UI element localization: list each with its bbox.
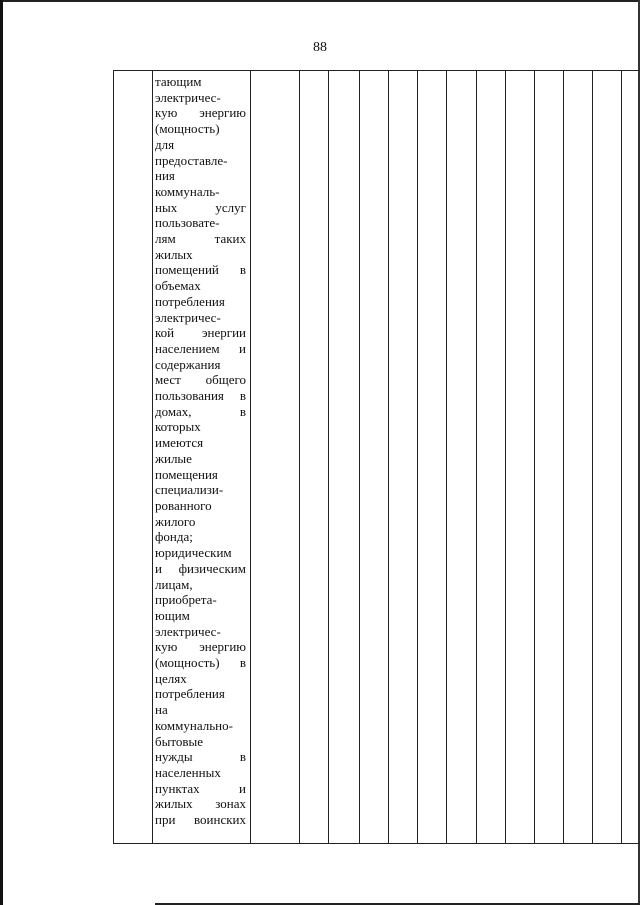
cell-text-line: жилые xyxy=(155,450,192,466)
cell-text-line: приобрета- xyxy=(155,592,217,608)
cell-text-line: которых xyxy=(155,419,201,435)
cell-text-line: и физическим xyxy=(155,560,246,576)
cell-text-line: мест общего xyxy=(155,372,246,388)
cell-text-line: для xyxy=(155,136,175,152)
cell-text-line: жилых зонах xyxy=(155,796,246,812)
cell-text-line: потребления xyxy=(155,686,225,702)
cell-text-line: предоставле- xyxy=(155,152,228,168)
cell-text-line: пунктах и xyxy=(155,780,246,796)
document-table xyxy=(113,70,640,844)
table-cell-empty xyxy=(564,71,593,844)
cell-text-line: содержания xyxy=(155,356,221,372)
cell-text-line: кую энергию xyxy=(155,639,246,655)
cell-text-line: потребления xyxy=(155,293,225,309)
cell-text-line: коммунально- xyxy=(155,717,233,733)
cell-text-line: электричес- xyxy=(155,623,221,639)
table-cell-empty xyxy=(506,71,535,844)
cell-text-line: специализи- xyxy=(155,482,224,498)
table-cell-empty xyxy=(329,71,360,844)
cell-text-line: юридическим xyxy=(155,545,232,561)
table-cell-empty xyxy=(389,71,418,844)
scan-edge-left xyxy=(0,0,3,905)
table-cell-empty xyxy=(477,71,506,844)
table-row xyxy=(114,71,640,844)
cell-text-line: имеются xyxy=(155,435,204,451)
table-cell-empty xyxy=(593,71,622,844)
cell-text-line: пользования в xyxy=(155,388,246,404)
table-cell-empty xyxy=(300,71,329,844)
cell-text-line: лицам, xyxy=(155,576,193,592)
cell-text-line: лям таких xyxy=(155,231,246,247)
page-number: 88 xyxy=(313,40,327,55)
cell-text-line: электричес- xyxy=(155,89,221,105)
cell-text-line: (мощность) xyxy=(155,121,220,137)
table-cell-empty xyxy=(251,71,300,844)
cell-text-line: бытовые xyxy=(155,733,204,749)
cell-text-line: на xyxy=(155,702,168,718)
table-cell-empty xyxy=(114,71,153,844)
cell-text-line: ния xyxy=(155,168,175,184)
cell-text-line: фонда; xyxy=(155,529,193,545)
scan-edge-top xyxy=(0,0,640,2)
table-cell-empty xyxy=(418,71,447,844)
cell-text-line: жилого xyxy=(155,513,196,529)
cell-text-line: ных услуг xyxy=(155,199,246,215)
cell-text-line: коммуналь- xyxy=(155,183,220,199)
cell-text-line: кую энергию xyxy=(155,105,246,121)
cell-text-line: при воинских xyxy=(155,812,246,828)
table-cell-empty xyxy=(622,71,640,844)
cell-text-line: помещений в xyxy=(155,262,246,278)
table-cell-empty xyxy=(447,71,477,844)
cell-text-line: объемах xyxy=(155,278,201,294)
cell-text-line: электричес- xyxy=(155,309,221,325)
cell-text-line: ющим xyxy=(155,607,190,623)
table-cell-empty xyxy=(535,71,564,844)
cell-text-line: (мощность) в xyxy=(155,655,246,671)
cell-text-line: населенных xyxy=(155,764,221,780)
cell-text-line: помещения xyxy=(155,466,218,482)
cell-text-line: жилых xyxy=(155,246,193,262)
table-cell-empty xyxy=(360,71,389,844)
cell-text-line: тающим xyxy=(155,74,202,89)
cell-text-line: нужды в xyxy=(155,749,246,765)
cell-text-line: населением и xyxy=(155,340,246,356)
cell-text-line: рованного xyxy=(155,497,212,513)
cell-text-line: пользовате- xyxy=(155,215,220,231)
cell-text-line: целях xyxy=(155,670,187,686)
cell-text-line: кой энергии xyxy=(155,325,246,341)
cell-text-block xyxy=(155,74,246,828)
table-cell-description xyxy=(153,71,251,844)
cell-text-line: домах, в xyxy=(155,403,246,419)
